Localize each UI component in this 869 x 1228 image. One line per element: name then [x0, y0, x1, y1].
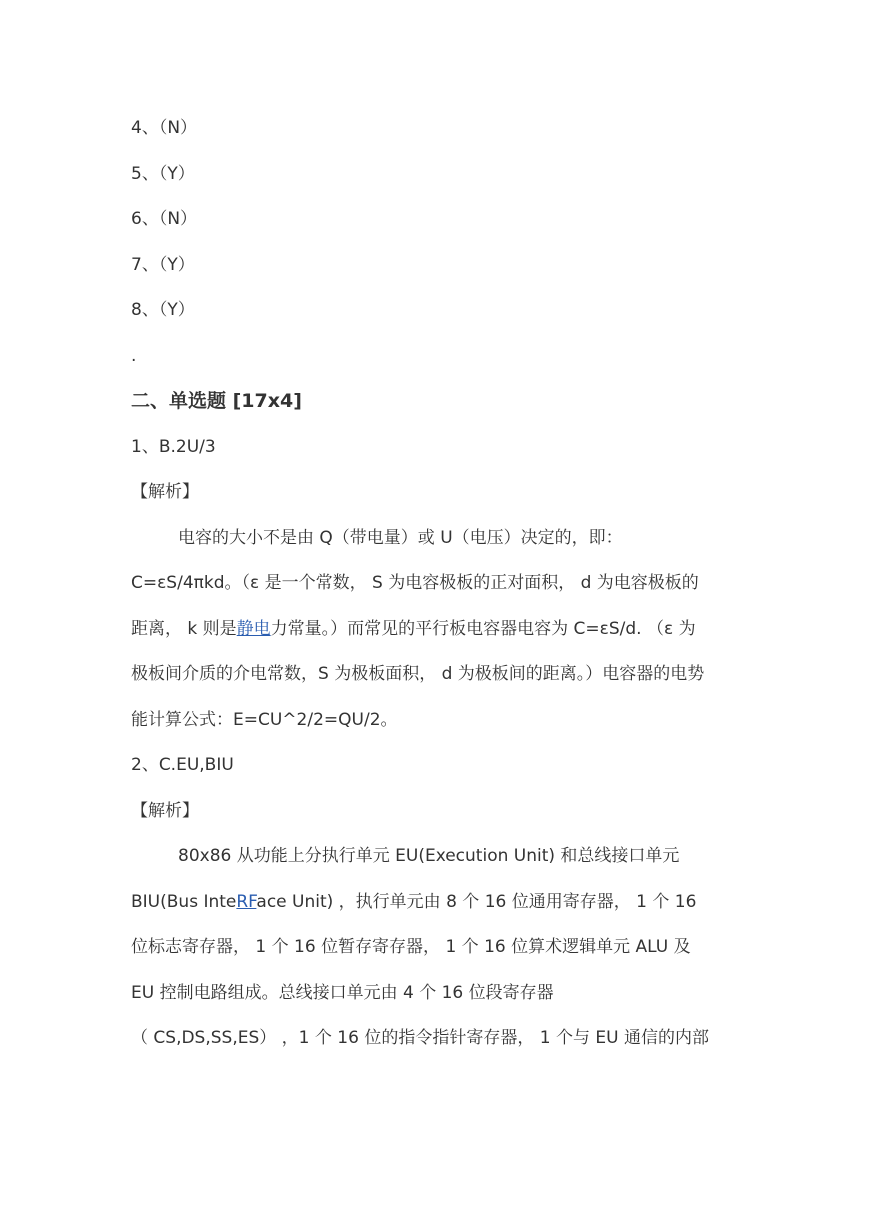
q2-line-2-prefix: BIU(Bus Inte: [131, 892, 237, 912]
separator-dot: .: [131, 346, 137, 366]
q2-analysis-label: 【解析】: [131, 801, 199, 821]
answer-item-4: 4、（N）: [131, 118, 198, 138]
q1-analysis-line-3: [131, 618, 696, 640]
q1-line-3-prefix: 距离， k 则是: [131, 619, 237, 639]
q1-analysis-line-2: C=εS/4πkd。（ε 是一个常数， S 为电容极板的正对面积， d 为电容极板的: [131, 573, 699, 593]
q2-line-2-suffix: ace Unit) ，执行单元由 8 个 16 位通用寄存器， 1 个 16: [256, 892, 697, 912]
q1-analysis-label: 【解析】: [131, 482, 199, 502]
answer-item-6: 6、（N）: [131, 209, 198, 229]
interface-link[interactable]: RF: [236, 892, 257, 912]
q2-analysis-line-3: 位标志寄存器， 1 个 16 位暂存寄存器， 1 个 16 位算术逻辑单元 ALU 及: [131, 937, 691, 957]
q1-analysis-line-5: 能计算公式：E=CU^2/2=QU/2。: [131, 710, 398, 730]
section-heading: 二、单选题 [17x4]: [131, 390, 302, 412]
q2-analysis-line-5: （ CS,DS,SS,ES） ，1 个 16 位的指令指针寄存器， 1 个与 EU 通信的内部: [131, 1028, 709, 1048]
answer-item-5: 5、（Y）: [131, 164, 195, 184]
q1-analysis-line-4: 极板间介质的介电常数，S 为极板面积， d 为极板间的距离。）电容器的电势: [131, 664, 705, 684]
q1-line-3-suffix: 力常量。）而常见的平行板电容器电容为 C=εS/d. （ε 为: [270, 619, 696, 639]
q2-analysis-line-2: [131, 891, 696, 913]
answer-item-7: 7、（Y）: [131, 255, 195, 275]
q2-analysis-line-4: EU 控制电路组成。总线接口单元由 4 个 16 位段寄存器: [131, 983, 554, 1003]
q1-answer: 1、B.2U/3: [131, 437, 216, 457]
q2-answer: 2、C.EU,BIU: [131, 755, 234, 775]
q1-analysis-line-1: 电容的大小不是由 Q（带电量）或 U（电压）决定的，即：: [178, 528, 623, 548]
answer-item-8: 8、（Y）: [131, 300, 195, 320]
q2-analysis-line-1: 80x86 从功能上分执行单元 EU(Execution Unit) 和总线接口单元: [178, 846, 680, 866]
electrostatic-link[interactable]: 静电: [236, 619, 271, 639]
